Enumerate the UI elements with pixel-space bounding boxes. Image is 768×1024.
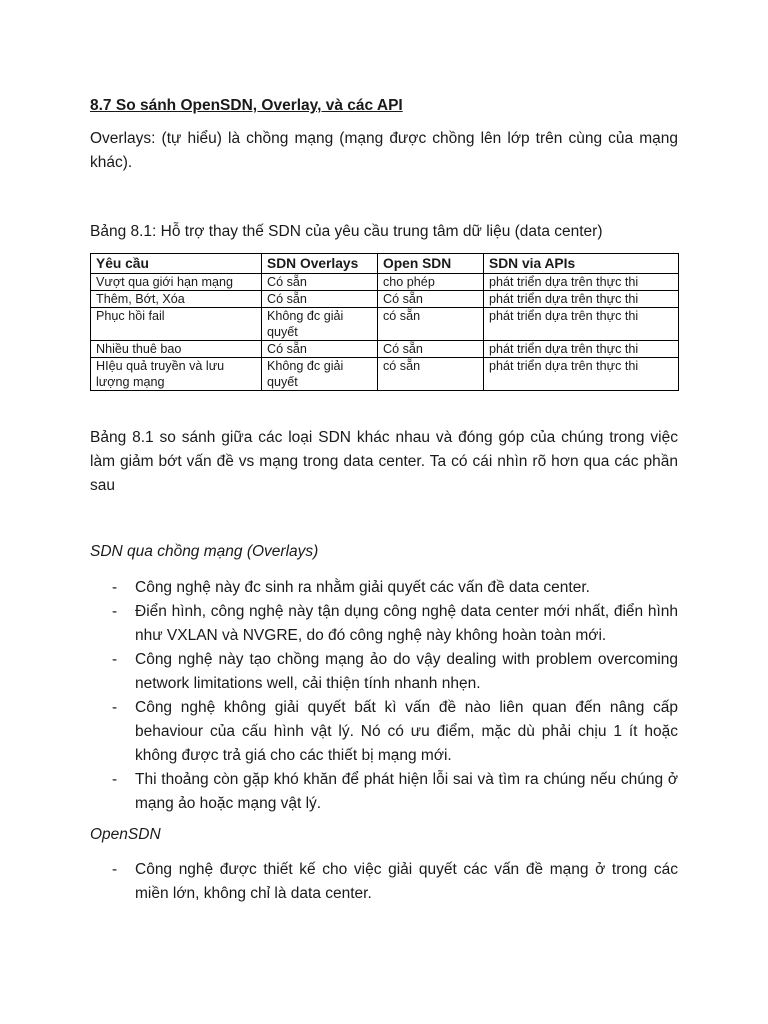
list-item-text: Công nghệ này tạo chồng mạng ảo do vậy dealing with problem overcoming network limitations well, cải thiện tính nhanh nhẹn. bbox=[135, 651, 678, 692]
table-cell: phát triển dựa trên thực thi bbox=[484, 308, 679, 341]
table-cell: có sẵn bbox=[378, 358, 484, 391]
table-cell: phát triển dựa trên thực thi bbox=[484, 291, 679, 308]
header-cell-requirement: Yêu cầu bbox=[91, 254, 262, 274]
table-cell: phát triển dựa trên thực thi bbox=[484, 358, 679, 391]
table-header-row bbox=[91, 254, 679, 274]
table-row bbox=[91, 291, 679, 308]
list-item bbox=[90, 648, 678, 696]
table-cell: Có sẵn bbox=[262, 291, 378, 308]
table-cell: Không đc giải quyết bbox=[262, 308, 378, 341]
table-row bbox=[91, 341, 679, 358]
table-cell: Có sẵn bbox=[262, 341, 378, 358]
table-cell: Thêm, Bớt, Xóa bbox=[91, 291, 262, 308]
list-item-text: Công nghệ không giải quyết bất kì vấn đề nào liên quan đến nâng cấp behaviour của cấu hình vật lý. Nó có ưu điểm, mặc dù phải chịu 1 ít hoặc không được trả giá cho các thiết bị mạng mới. bbox=[135, 699, 678, 764]
list-item bbox=[90, 576, 678, 600]
list-item-text: Điển hình, công nghệ này tận dụng công nghệ data center mới nhất, điển hình như VXLAN và NVGRE, do đó công nghệ này không hoàn toàn mới. bbox=[135, 603, 678, 644]
header-cell-sdn-overlays: SDN Overlays bbox=[262, 254, 378, 274]
list-item bbox=[90, 768, 678, 816]
table-row bbox=[91, 358, 679, 391]
comparison-table bbox=[90, 253, 679, 391]
list-item-text: Công nghệ được thiết kế cho việc giải quyết các vấn đề mạng ở trong các miền lớn, không chỉ là data center. bbox=[135, 861, 678, 902]
table-cell: phát triển dựa trên thực thi bbox=[484, 274, 679, 291]
opensdn-section-title: OpenSDN bbox=[90, 826, 161, 843]
section-heading: 8.7 So sánh OpenSDN, Overlay, và các API bbox=[90, 97, 403, 114]
overlays-bullet-list bbox=[90, 576, 678, 816]
table-cell: Không đc giải quyết bbox=[262, 358, 378, 391]
table-cell: Có sẵn bbox=[378, 291, 484, 308]
list-item-text: Thi thoảng còn gặp khó khăn để phát hiện lỗi sai và tìm ra chúng nếu chúng ở mạng ảo hoặc mạng vật lý. bbox=[135, 771, 678, 812]
table-row bbox=[91, 308, 679, 341]
header-cell-open-sdn: Open SDN bbox=[378, 254, 484, 274]
table-cell: HIệu quả truyền và lưu lượng mạng bbox=[91, 358, 262, 391]
intro-paragraph: Overlays: (tự hiểu) là chồng mạng (mạng được chồng lên lớp trên cùng của mạng khác). bbox=[90, 130, 678, 171]
table-cell: Vượt qua giới hạn mạng bbox=[91, 274, 262, 291]
bullet-marker: - bbox=[112, 861, 118, 878]
overlays-section-title: SDN qua chồng mạng (Overlays) bbox=[90, 543, 319, 560]
bullet-marker: - bbox=[112, 579, 118, 596]
table-cell: Nhiều thuê bao bbox=[91, 341, 262, 358]
bullet-marker: - bbox=[112, 699, 118, 716]
table-cell: có sẵn bbox=[378, 308, 484, 341]
table-summary-paragraph: Bảng 8.1 so sánh giữa các loại SDN khác nhau và đóng góp của chúng trong việc làm giảm bớt vấn đề vs mạng trong data center. Ta có cái nhìn rõ hơn qua các phần sau bbox=[90, 429, 678, 494]
table-caption: Bảng 8.1: Hỗ trợ thay thế SDN của yêu cầu trung tâm dữ liệu (data center) bbox=[90, 223, 603, 240]
table-cell: cho phép bbox=[378, 274, 484, 291]
list-item bbox=[90, 858, 678, 906]
list-item-text: Công nghệ này đc sinh ra nhằm giải quyết các vấn đề data center. bbox=[135, 579, 590, 596]
bullet-marker: - bbox=[112, 651, 118, 668]
table-cell: Có sẵn bbox=[262, 274, 378, 291]
header-cell-sdn-via-apis: SDN via APIs bbox=[484, 254, 679, 274]
table-cell: Có sẵn bbox=[378, 341, 484, 358]
table-cell: Phục hồi fail bbox=[91, 308, 262, 341]
list-item bbox=[90, 696, 678, 768]
table-row bbox=[91, 274, 679, 291]
bullet-marker: - bbox=[112, 771, 118, 788]
table-cell: phát triển dựa trên thực thi bbox=[484, 341, 679, 358]
list-item bbox=[90, 600, 678, 648]
bullet-marker: - bbox=[112, 603, 118, 620]
opensdn-bullet-list bbox=[90, 858, 678, 906]
